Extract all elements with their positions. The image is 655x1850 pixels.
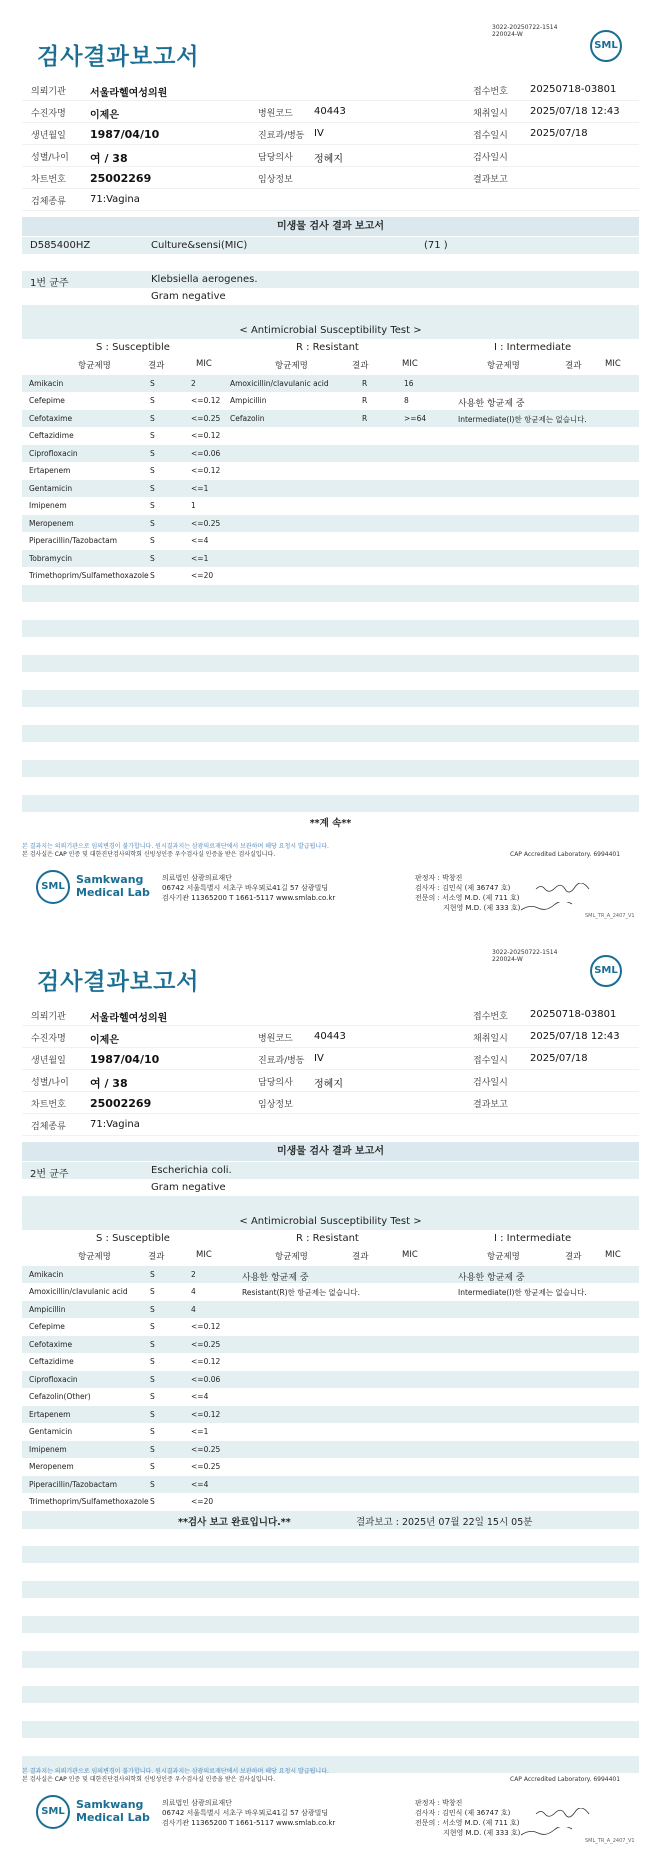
row-stripe xyxy=(22,795,639,812)
drug-result: S xyxy=(150,1462,155,1471)
receipt-label: 접수번호 xyxy=(473,87,508,97)
info-row xyxy=(22,189,639,211)
report-page-2 xyxy=(0,925,655,1850)
cap-accreditation: CAP Accredited Laboratory. 6994401 xyxy=(510,851,621,858)
sex-age-label: 성별/나이 xyxy=(31,1078,69,1088)
footer-note-2: 본 검사실은 CAP 인증 및 대한진단검사의학회 신빙성인증 우수검사실 인증을 받은 검사실입니다. xyxy=(22,851,276,858)
ast-title: < Antimicrobial Susceptibility Test > xyxy=(239,325,422,336)
header-drug-3: 항균제명 xyxy=(487,1252,520,1262)
gram-stain: Gram negative xyxy=(151,1182,226,1193)
header-result-3: 결과 xyxy=(565,1252,582,1262)
drug-result: S xyxy=(150,448,155,458)
row-stripe xyxy=(22,1266,639,1283)
header-drug-1: 항균제명 xyxy=(78,1252,111,1262)
drug-result: S xyxy=(150,1409,155,1419)
brand-name xyxy=(76,873,150,899)
drug-mic: <=20 xyxy=(191,571,214,580)
patient-value: 이제은 xyxy=(90,1035,119,1046)
report-label: 결과보고 xyxy=(473,175,508,185)
sml-logo-icon: SML xyxy=(590,955,622,987)
drug-mic: >=64 xyxy=(404,413,427,423)
drug-mic: <=0.25 xyxy=(191,1462,221,1471)
header-drug-2: 항균제명 xyxy=(275,1252,308,1262)
section-title: 미생물 검사 결과 보고서 xyxy=(22,217,639,236)
info-row xyxy=(22,123,639,145)
sml-logo-icon: SML xyxy=(36,1795,70,1829)
drug-result: S xyxy=(150,518,155,528)
drug-mic: <=0.06 xyxy=(191,448,221,458)
samkwang-logo xyxy=(36,867,166,911)
organism-name: Klebsiella aerogenes. xyxy=(151,274,258,285)
info-row xyxy=(22,79,639,101)
row-stripe xyxy=(22,1546,639,1563)
signatories xyxy=(415,1798,520,1838)
drug-result: S xyxy=(150,1357,155,1366)
row-stripe xyxy=(22,585,639,602)
hospital-code-value: 40443 xyxy=(314,1031,346,1042)
patient-info-table xyxy=(22,1004,639,1136)
brand-line-1: Samkwang xyxy=(76,873,144,886)
drug-mic: 8 xyxy=(404,396,409,405)
header-result-3: 결과 xyxy=(565,361,582,371)
institution-info xyxy=(162,873,335,903)
legend-resistant: R : Resistant xyxy=(296,1233,359,1244)
signature-scribble-icon xyxy=(520,902,575,912)
drug-mic: <=0.12 xyxy=(191,1322,221,1331)
gram-stain: Gram negative xyxy=(151,291,226,302)
drug-name: Trimethoprim/Sulfamethoxazole xyxy=(29,571,149,580)
signatory-line: 검사자 : 김민식 (제 36747 호) xyxy=(415,884,511,892)
drug-mic: <=1 xyxy=(191,553,209,563)
header-result-2: 결과 xyxy=(352,361,369,371)
header-mic-2: MIC xyxy=(402,1250,418,1260)
drug-name: Gentamicin xyxy=(29,1427,73,1436)
specimen-value: 71:Vagina xyxy=(90,1119,140,1130)
drug-name: Cefotaxime xyxy=(29,413,73,423)
page-title: 검사결과보고서 xyxy=(37,969,200,995)
sex-age-label: 성별/나이 xyxy=(31,153,69,163)
institution-line: 06742 서울특별시 서초구 바우뫼로41길 57 삼광빌딩 xyxy=(162,1809,329,1817)
brand-name xyxy=(76,1798,150,1824)
signatory-line: 전문의 : 서소영 M.D. (제 711 호) xyxy=(415,894,520,902)
row-stripe xyxy=(22,1616,639,1633)
report-time: 결과보고 : 2025년 07월 22일 15시 05분 xyxy=(356,1517,533,1528)
legend-susceptible: S : Susceptible xyxy=(96,342,170,353)
row-stripe xyxy=(22,1336,639,1353)
footer-notes xyxy=(22,843,329,859)
chart-label: 차트번호 xyxy=(31,175,66,185)
institution-line: 06742 서울특별시 서초구 바우뫼로41길 57 삼광빌딩 xyxy=(162,884,329,892)
client-value: 서울라헬여성의원 xyxy=(90,1013,168,1024)
drug-result: S xyxy=(150,1427,155,1436)
row-stripe xyxy=(22,1441,639,1458)
receipt-value: 20250718-03801 xyxy=(530,84,617,95)
test-code: D585400HZ xyxy=(30,240,91,251)
legend-intermediate: I : Intermediate xyxy=(494,1233,572,1244)
col3-note: Intermediate(I)한 항균제는 없습니다. xyxy=(458,1288,587,1297)
drug-name: Meropenem xyxy=(29,1462,74,1471)
header-result-1: 결과 xyxy=(148,1252,165,1262)
test-number: (71 ) xyxy=(424,240,448,251)
drug-result: S xyxy=(150,1287,155,1296)
hospital-code-label: 병원코드 xyxy=(258,109,293,119)
drug-mic: 1 xyxy=(191,501,196,510)
drug-mic: <=4 xyxy=(191,1392,209,1401)
info-row xyxy=(22,1004,639,1026)
row-stripe xyxy=(22,690,639,707)
chart-value: 25002269 xyxy=(90,172,152,185)
drug-mic: <=1 xyxy=(191,483,209,493)
header-drug-2: 항균제명 xyxy=(275,361,308,371)
doctor-value: 정혜지 xyxy=(314,154,343,165)
signatory-line: 전문의 : 서소영 M.D. (제 711 호) xyxy=(415,1819,520,1827)
drug-name: Trimethoprim/Sulfamethoxazole xyxy=(29,1497,149,1506)
header-mic-2: MIC xyxy=(402,359,418,369)
drug-mic: <=0.25 xyxy=(191,518,221,528)
row-stripe xyxy=(22,550,639,567)
drug-result: S xyxy=(150,466,155,475)
client-label: 의뢰기관 xyxy=(31,87,66,97)
drug-name: Cefepime xyxy=(29,396,65,405)
signatory-line: 판정자 : 박창진 xyxy=(415,1799,463,1807)
signatory-line: 판정자 : 박창진 xyxy=(415,874,463,882)
drug-result: S xyxy=(150,571,155,580)
dept-value: IV xyxy=(314,128,324,139)
sex-age-value: 여 / 38 xyxy=(90,152,128,165)
drug-name: Amoxicillin/clavulanic acid xyxy=(230,378,329,388)
drug-mic: <=20 xyxy=(191,1497,214,1506)
patient-label: 수진자명 xyxy=(31,1034,66,1044)
sex-age-value: 여 / 38 xyxy=(90,1077,128,1090)
row-stripe xyxy=(22,1686,639,1703)
patient-info-table xyxy=(22,79,639,211)
clinical-label: 임상정보 xyxy=(258,1100,293,1110)
signature-scribble-icon xyxy=(535,1808,590,1818)
info-row xyxy=(22,1070,639,1092)
drug-name: Ertapenem xyxy=(29,466,71,475)
document-id xyxy=(492,24,557,38)
received-value: 2025/07/18 xyxy=(530,128,588,139)
sml-logo-icon: SML xyxy=(36,870,70,904)
institution-line: 검사기관 11365200 T 1661-5117 www.smlab.co.kr xyxy=(162,1819,336,1827)
info-row xyxy=(22,1092,639,1114)
report-complete-text: **검사 보고 완료입니다.** xyxy=(178,1517,291,1528)
header-drug-3: 항균제명 xyxy=(487,361,520,371)
drug-name: Amoxicillin/clavulanic acid xyxy=(29,1287,128,1296)
drug-result: S xyxy=(150,1322,155,1331)
doc-id-line: 3022-20250722-1514 xyxy=(492,24,558,31)
hospital-code-value: 40443 xyxy=(314,106,346,117)
drug-result: R xyxy=(362,378,368,388)
sml-logo-icon: SML xyxy=(590,30,622,62)
header-mic-1: MIC xyxy=(196,1250,212,1260)
drug-name: Imipenem xyxy=(29,501,67,510)
samkwang-logo xyxy=(36,1792,166,1836)
drug-result: S xyxy=(150,1497,155,1506)
drug-result: S xyxy=(150,1339,155,1349)
drug-mic: <=0.25 xyxy=(191,413,221,423)
drug-mic: <=0.12 xyxy=(191,431,221,440)
document-id xyxy=(492,949,557,963)
drug-name: Ciprofloxacin xyxy=(29,448,78,458)
row-stripe xyxy=(22,445,639,462)
row-stripe xyxy=(22,620,639,637)
drug-result: S xyxy=(150,483,155,493)
col3-note: 사용한 항균제 중 xyxy=(458,399,525,409)
row-stripe xyxy=(22,1721,639,1738)
patient-value: 이제은 xyxy=(90,110,119,121)
drug-name: Piperacillin/Tazobactam xyxy=(29,1479,118,1489)
drug-result: S xyxy=(150,1479,155,1489)
drug-mic: 4 xyxy=(191,1304,196,1314)
institution-line: 검사기관 11365200 T 1661-5117 www.smlab.co.kr xyxy=(162,894,336,902)
drug-name: Meropenem xyxy=(29,518,74,528)
header-drug-1: 항균제명 xyxy=(78,361,111,371)
legend-susceptible: S : Susceptible xyxy=(96,1233,170,1244)
form-code: SML_TR_A_2407_V1 xyxy=(585,1838,635,1844)
collect-value: 2025/07/18 12:43 xyxy=(530,1031,620,1042)
dob-label: 생년월일 xyxy=(31,131,66,141)
received-value: 2025/07/18 xyxy=(530,1053,588,1064)
info-row xyxy=(22,101,639,123)
row-stripe xyxy=(22,655,639,672)
page-title: 검사결과보고서 xyxy=(37,44,200,70)
row-stripe xyxy=(22,760,639,777)
dob-label: 생년월일 xyxy=(31,1056,66,1066)
doc-id-line: 220024-W xyxy=(492,956,523,963)
header-result-2: 결과 xyxy=(352,1252,369,1262)
drug-result: S xyxy=(150,553,155,563)
drug-result: S xyxy=(150,1304,155,1314)
col2-note: 사용한 항균제 중 xyxy=(242,1272,309,1283)
drug-mic: <=0.12 xyxy=(191,396,221,405)
drug-name: Amikacin xyxy=(29,378,64,388)
received-label: 접수일시 xyxy=(473,1056,508,1066)
chart-value: 25002269 xyxy=(90,1097,152,1110)
ast-title: < Antimicrobial Susceptibility Test > xyxy=(239,1216,422,1227)
row-stripe xyxy=(22,1371,639,1388)
drug-result: S xyxy=(150,501,155,510)
footer-note-1: 본 결과지는 의뢰기관으로 임의변경이 불가합니다. 원시결과지는 삼광의료재단에서 보관하며 해당 요청시 발급됩니다. xyxy=(22,843,329,850)
drug-result: S xyxy=(150,378,155,388)
info-row xyxy=(22,167,639,189)
info-row xyxy=(22,145,639,167)
doctor-label: 담당의사 xyxy=(258,153,293,163)
dept-value: IV xyxy=(314,1053,324,1064)
signatory-line: 검사자 : 김민식 (제 36747 호) xyxy=(415,1809,511,1817)
hospital-code-label: 병원코드 xyxy=(258,1034,293,1044)
dept-label: 진료과/병동 xyxy=(258,131,305,141)
drug-name: Cefazolin(Other) xyxy=(29,1392,91,1401)
row-stripe xyxy=(22,1581,639,1598)
received-label: 접수일시 xyxy=(473,131,508,141)
drug-name: Cefotaxime xyxy=(29,1339,73,1349)
row-stripe xyxy=(22,515,639,532)
footer-note-2: 본 검사실은 CAP 인증 및 대한진단검사의학회 신빙성인증 우수검사실 인증을 받은 검사실입니다. xyxy=(22,1776,276,1783)
receipt-value: 20250718-03801 xyxy=(530,1009,617,1020)
organism-label: 1번 균주 xyxy=(30,278,69,289)
specimen-value: 71:Vagina xyxy=(90,194,140,205)
brand-line-1: Samkwang xyxy=(76,1798,144,1811)
exam-label: 검사일시 xyxy=(473,1078,508,1088)
signature-scribble-icon xyxy=(535,883,590,893)
drug-result: S xyxy=(150,536,155,545)
clinical-label: 임상정보 xyxy=(258,175,293,185)
drug-mic: <=0.12 xyxy=(191,1357,221,1366)
drug-name: Amikacin xyxy=(29,1269,64,1279)
drug-mic: 2 xyxy=(191,378,196,388)
doc-id-line: 3022-20250722-1514 xyxy=(492,949,558,956)
drug-name: Ceftazidime xyxy=(29,1357,74,1366)
drug-result: R xyxy=(362,413,368,423)
patient-label: 수진자명 xyxy=(31,109,66,119)
signatory-line: 지현영 M.D. (제 333 호) xyxy=(443,904,521,912)
drug-mic: 2 xyxy=(191,1269,196,1279)
drug-mic: <=1 xyxy=(191,1427,209,1436)
row-stripe xyxy=(22,1651,639,1668)
specimen-label: 검체종류 xyxy=(31,197,66,207)
drug-result: S xyxy=(150,1374,155,1384)
row-stripe xyxy=(22,375,639,392)
drug-name: Piperacillin/Tazobactam xyxy=(29,536,118,545)
row-stripe xyxy=(22,1406,639,1423)
legend-intermediate: I : Intermediate xyxy=(494,342,572,353)
col3-note: 사용한 항균제 중 xyxy=(458,1272,525,1283)
drug-mic: <=0.12 xyxy=(191,466,221,475)
drug-result: S xyxy=(150,1444,155,1454)
drug-mic: <=4 xyxy=(191,1479,209,1489)
info-row xyxy=(22,1114,639,1136)
section-title: 미생물 검사 결과 보고서 xyxy=(22,1142,639,1161)
exam-label: 검사일시 xyxy=(473,153,508,163)
drug-name: Gentamicin xyxy=(29,483,73,493)
drug-mic: <=0.25 xyxy=(191,1339,221,1349)
test-name: Culture&sensi(MIC) xyxy=(151,240,248,251)
client-value: 서울라헬여성의원 xyxy=(90,88,168,99)
dept-label: 진료과/병동 xyxy=(258,1056,305,1066)
drug-mic: <=0.12 xyxy=(191,1409,221,1419)
info-row xyxy=(22,1026,639,1048)
drug-mic: 4 xyxy=(191,1287,196,1296)
row-stripe xyxy=(22,480,639,497)
drug-mic: <=4 xyxy=(191,536,209,545)
row-stripe xyxy=(22,725,639,742)
collect-label: 채취일시 xyxy=(473,109,508,119)
drug-result: R xyxy=(362,396,368,405)
drug-result: S xyxy=(150,1392,155,1401)
drug-name: Ciprofloxacin xyxy=(29,1374,78,1384)
footer-note-1: 본 결과지는 의뢰기관으로 임의변경이 불가합니다. 원시결과지는 삼광의료재단에서 보관하며 해당 요청시 발급됩니다. xyxy=(22,1768,329,1775)
drug-name: Ampicillin xyxy=(29,1304,66,1314)
drug-name: Tobramycin xyxy=(29,553,73,563)
report-label: 결과보고 xyxy=(473,1100,508,1110)
specimen-label: 검체종류 xyxy=(31,1122,66,1132)
legend-resistant: R : Resistant xyxy=(296,342,359,353)
drug-name: Ceftazidime xyxy=(29,431,74,440)
institution-line: 의료법인 삼광의료재단 xyxy=(162,874,232,882)
drug-name: Ertapenem xyxy=(29,1409,71,1419)
form-code: SML_TR_A_2407_V1 xyxy=(585,913,635,919)
cap-accreditation: CAP Accredited Laboratory. 6994401 xyxy=(510,1776,621,1783)
institution-info xyxy=(162,1798,335,1828)
col3-note: Intermediate(I)한 항균제는 없습니다. xyxy=(458,414,587,424)
footer-notes xyxy=(22,1768,329,1784)
drug-name: Imipenem xyxy=(29,1444,67,1454)
organism-label: 2번 균주 xyxy=(30,1169,69,1180)
brand-line-2: Medical Lab xyxy=(76,1811,150,1824)
header-mic-3: MIC xyxy=(605,359,621,369)
drug-result: S xyxy=(150,431,155,440)
drug-result: S xyxy=(150,413,155,423)
drug-result: S xyxy=(150,396,155,405)
header-result-1: 결과 xyxy=(148,361,165,371)
brand-line-2: Medical Lab xyxy=(76,886,150,899)
drug-mic: 16 xyxy=(404,378,414,388)
drug-name: Ampicillin xyxy=(230,396,267,405)
header-mic-1: MIC xyxy=(196,359,212,369)
row-stripe xyxy=(22,1301,639,1318)
continued-text: **계 속** xyxy=(309,818,352,829)
doctor-label: 담당의사 xyxy=(258,1078,293,1088)
drug-name: Cefazolin xyxy=(230,413,265,423)
client-label: 의뢰기관 xyxy=(31,1012,66,1022)
drug-mic: <=0.25 xyxy=(191,1444,221,1454)
signatories xyxy=(415,873,520,913)
chart-label: 차트번호 xyxy=(31,1100,66,1110)
signatory-line: 지현영 M.D. (제 333 호) xyxy=(443,1829,521,1837)
signature-scribble-icon xyxy=(520,1827,575,1837)
col2-note: Resistant(R)한 항균제는 없습니다. xyxy=(242,1288,361,1297)
organism-name: Escherichia coli. xyxy=(151,1165,232,1176)
doctor-value: 정혜지 xyxy=(314,1079,343,1090)
dob-value: 1987/04/10 xyxy=(90,1053,160,1066)
header-mic-3: MIC xyxy=(605,1250,621,1260)
drug-name: Cefepime xyxy=(29,1322,65,1331)
receipt-label: 접수번호 xyxy=(473,1012,508,1022)
drug-result: S xyxy=(150,1269,155,1279)
institution-line: 의료법인 삼광의료재단 xyxy=(162,1799,232,1807)
collect-label: 채취일시 xyxy=(473,1034,508,1044)
collect-value: 2025/07/18 12:43 xyxy=(530,106,620,117)
drug-mic: <=0.06 xyxy=(191,1374,221,1384)
info-row xyxy=(22,1048,639,1070)
dob-value: 1987/04/10 xyxy=(90,128,160,141)
doc-id-line: 220024-W xyxy=(492,31,523,38)
